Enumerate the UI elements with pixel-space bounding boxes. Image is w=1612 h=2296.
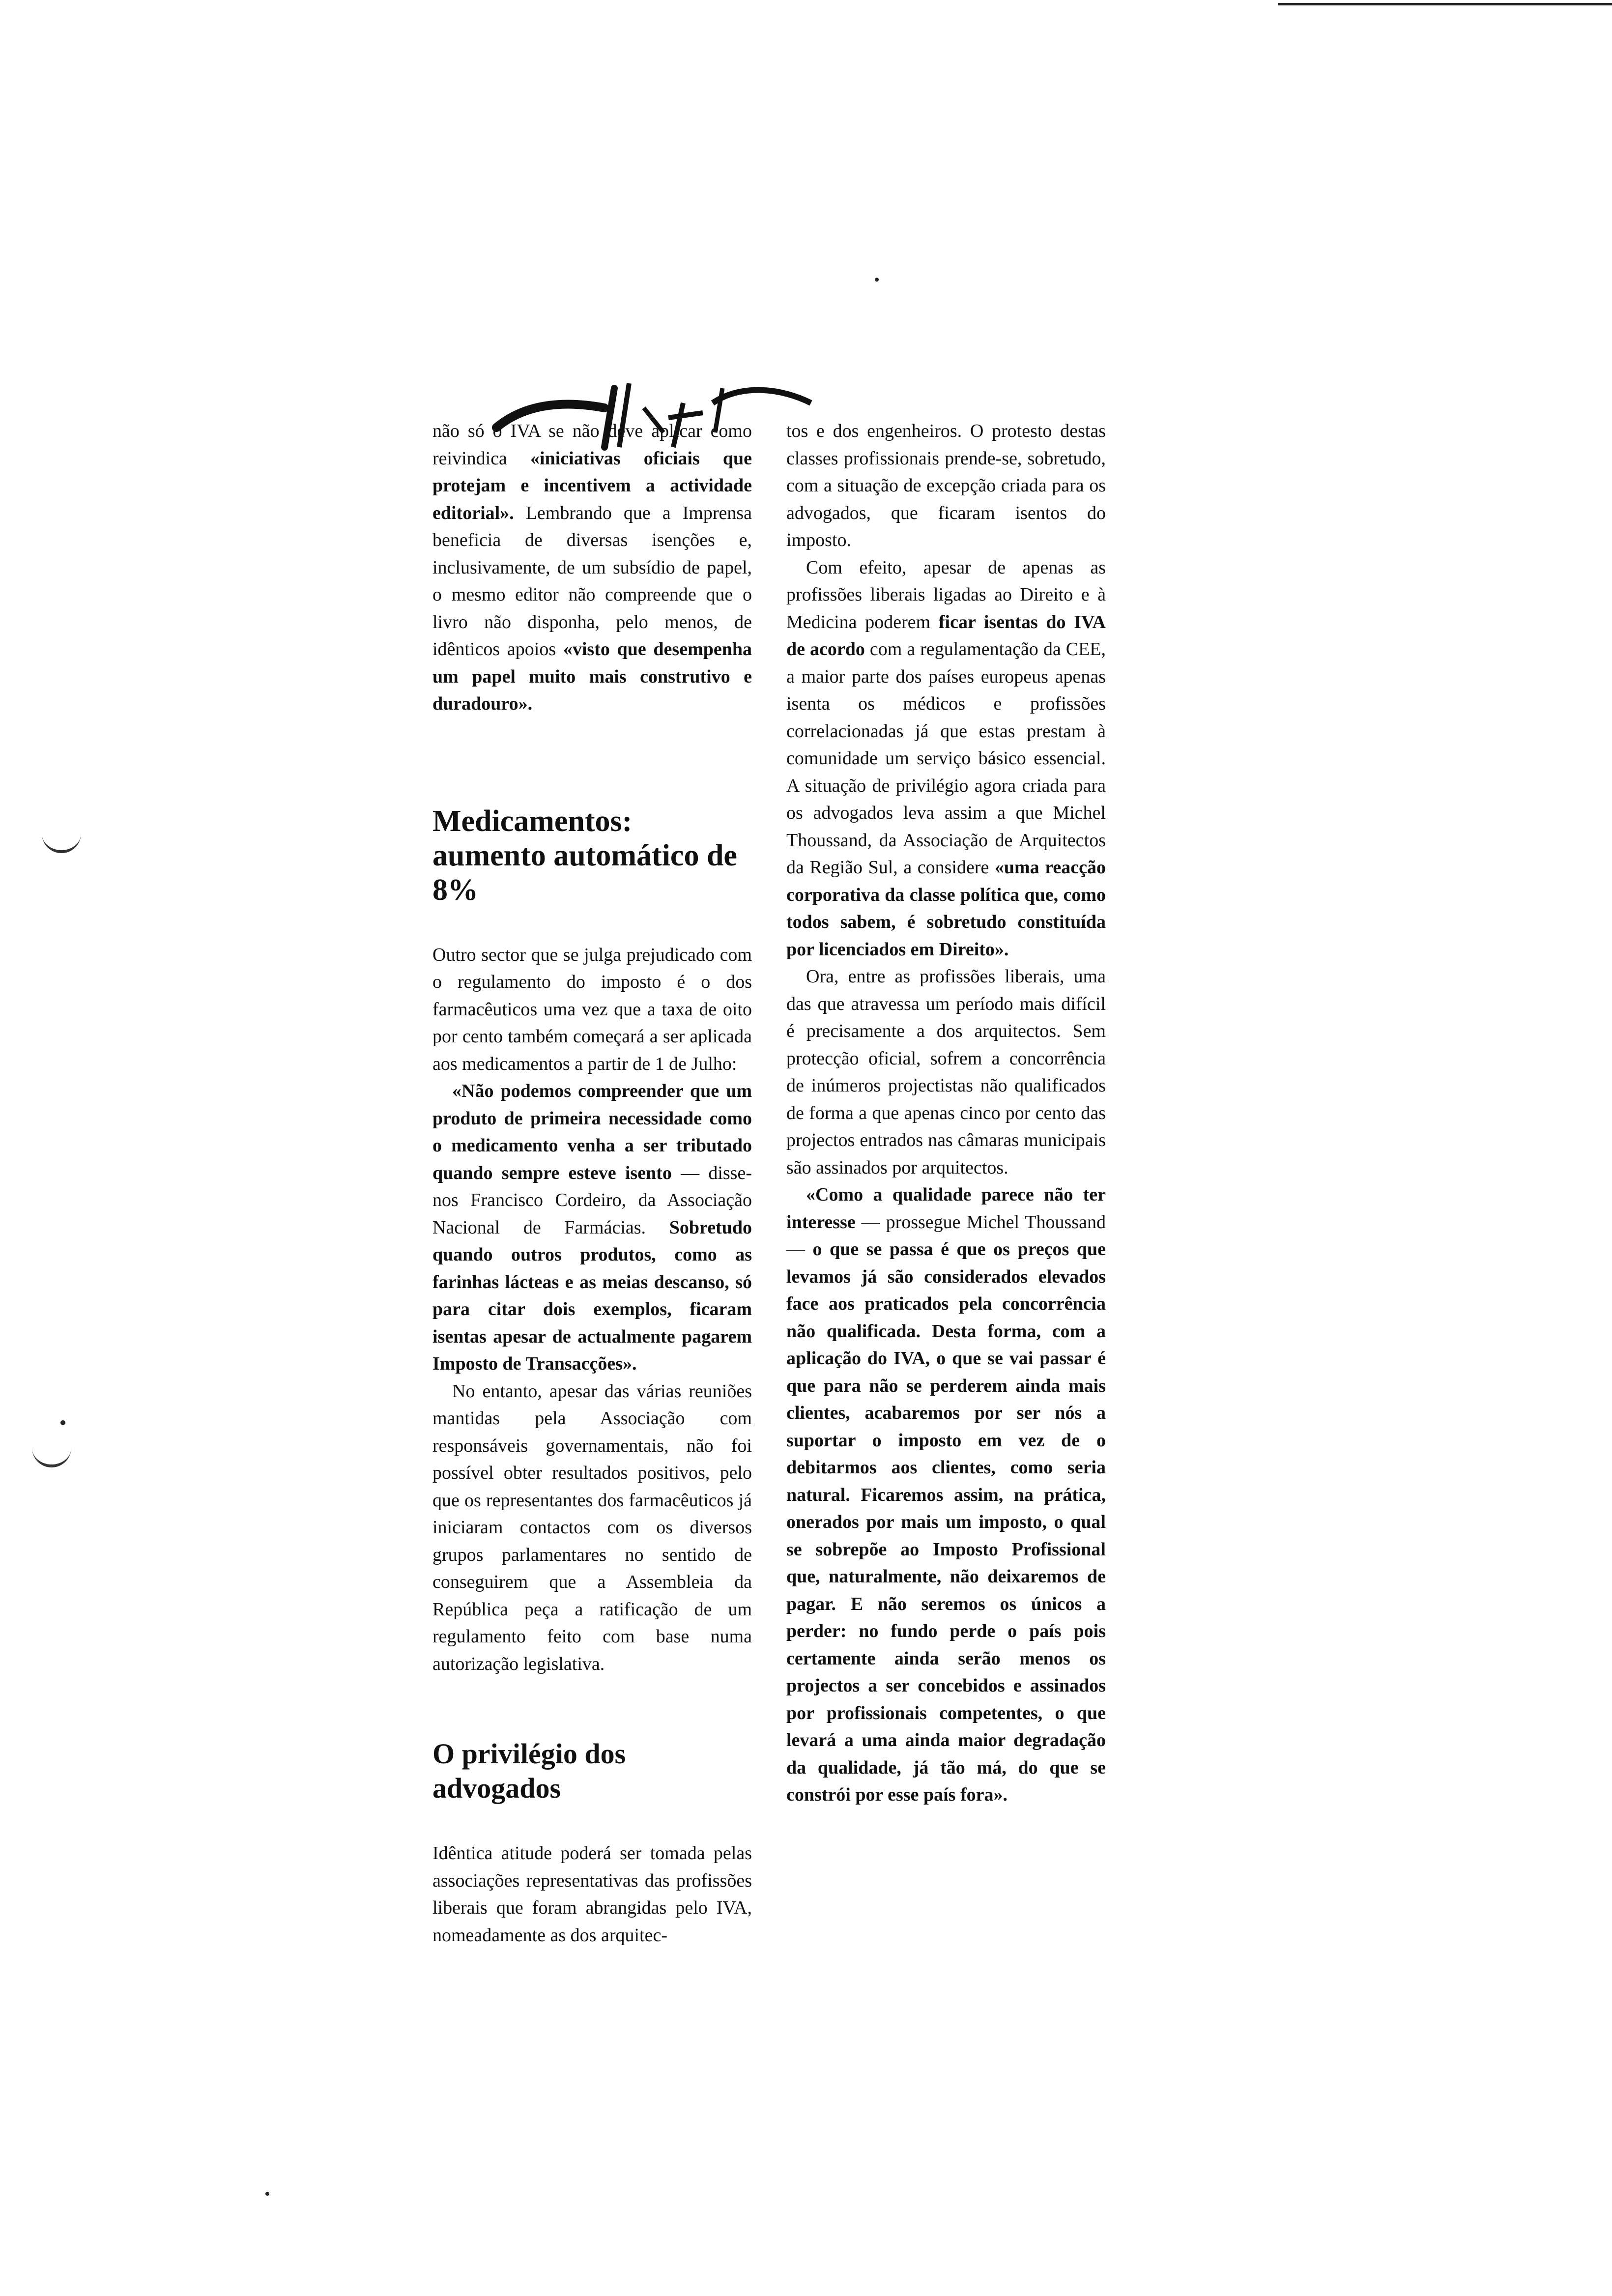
body-paragraph: No entanto, apesar das várias reuniões mantidas pela Associação com responsáveis governamentais, não foi possível obter resultados positivos, pelo que os representantes dos farmacêuticos já iniciaram contactos com os diversos grupos parlamentares no sentido de conseguirem que a Assembleia da República peça a ratificação de um regulamento feito com base numa autorização legislativa. [432,1380,752,1674]
article-right-column [786,418,1106,1809]
margin-mark-upper [42,811,81,853]
scan-speck [875,278,879,282]
section-heading-advogados: O privilégio dos advogados [432,1738,626,1804]
body-paragraph: Ora, entre as profissões liberais, uma das que atravessa um período mais difícil é precisamente a dos arquitectos. Sem protecção oficial, sofrem a concorrência de inúmeros projectistas não qualificados de forma a que apenas cinco por cento das projectos entrados nas câmaras municipais são assinados por arquitectos. [786,966,1106,1178]
scan-speck [265,2192,269,2196]
quote-paragraph: «Não podemos compreender que um produto de primeira necessidade como o medicamento venha a ser tributado quando sempre esteve isento — disse-nos Francisco Cordeiro, da Associação Nacional de Farmácias. Sobretudo quando outros produtos, como as farinhas lácteas e as meias descanso, só para citar dois exemplos, ficaram isentas apesar de actualmente pagarem Imposto de Transacções». [432,1081,752,1374]
quote-paragraph: «Como a qualidade parece não ter interesse — prossegue Michel Thoussand — o que se passa é que os preços que levamos já são considerados elevados face aos praticados pela concorrência não qualificada. Desta forma, com a aplicação do IVA, o que se vai passar é que para não se perderem ainda mais clientes, acabaremos por ser nós a suportar o imposto em vez de o debitarmos aos clientes, como seria natural. Ficaremos assim, na prática, onerados por mais um imposto, o qual se sobrepõe ao Imposto Profissional que, naturalmente, não deixaremos de pagar. E não seremos os únicos a perder: no fundo perde o país pois certamente ainda serão menos os projectos a ser concebidos e assinados por profissionais competentes, o que levará a uma ainda maior degradação da qualidade, já tão má, do que se constrói por esse país fora». [786,1184,1106,1805]
article-left-column [432,418,752,1949]
section-heading-medicamentos: Medicamentos: aumento automático de 8% [432,804,737,907]
body-paragraph: Outro sector que se julga prejudicado com o regulamento do imposto é o dos farmacêuticos uma vez que a taxa de oito por cento também começará a ser aplicada aos medicamentos a partir de 1 de Julho: [432,944,752,1074]
scan-smudge [432,718,752,740]
body-paragraph: Idêntica atitude poderá ser tomada pelas associações representativas das profissões liberais que foram abrangidas pelo IVA, nomeadamente as dos arquitec- [432,1843,752,1946]
margin-mark-lower [32,1425,71,1467]
intro-paragraph: não só o IVA se não deve aplicar como reivindica «iniciativas oficiais que protejam e incentivem a actividade editorial». Lembrando que a Imprensa beneficia de diversas isenções e, inclusivamente, de um subsídio de papel, o mesmo editor não compreende que o livro não disponha, pelo menos, de idênticos apoios «visto que desempenha um papel muito mais construtivo e duradouro». [432,421,752,714]
body-paragraph: Com efeito, apesar de apenas as profissões liberais ligadas ao Direito e à Medicina poderem ficar isentas do IVA de acordo com a regulamentação da CEE, a maior parte dos países europeus apenas isenta os médicos e profissões correlacionadas já que estas prestam à comunidade um serviço básico essencial. A situação de privilégio agora criada para os advogados leva assim a que Michel Thoussand, da Associação de Arquitectos da Região Sul, a considere «uma reacção corporativa da classe política que, como todos sabem, é sobretudo constituída por licenciados em Direito». [786,557,1106,960]
scan-speck [60,1420,65,1425]
scan-top-edge-line [1278,3,1612,5]
body-paragraph: tos e dos engenheiros. O protesto destas classes profissionais prende-se, sobretudo, com a situação de excepção criada para os advogados, que ficaram isentos do imposto. [786,421,1106,550]
